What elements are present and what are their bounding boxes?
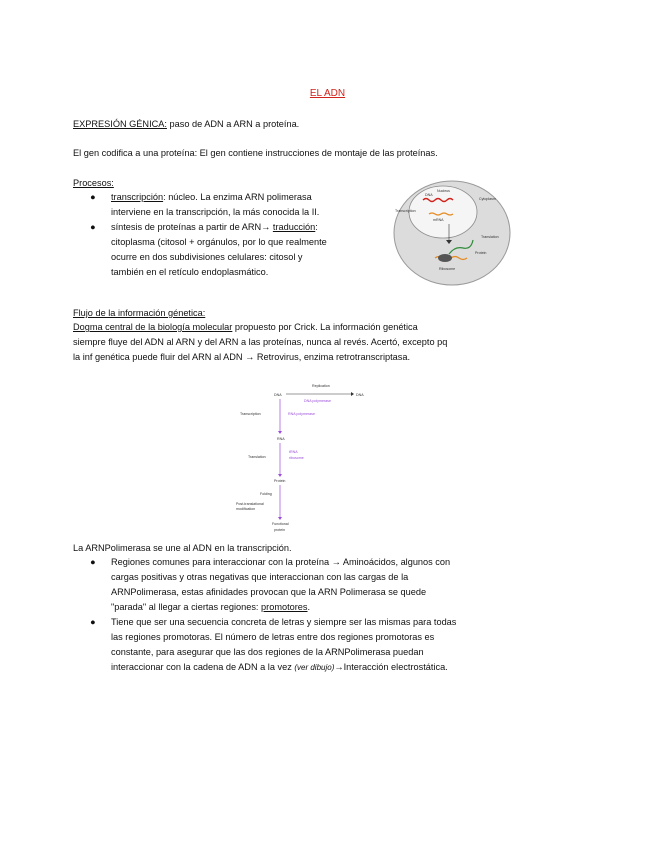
sintesis-text-4: también en el retículo endoplasmático. [111,267,269,277]
sintesis-text-3: ocurre en dos subdivisiones celulares: citosol y [111,252,303,262]
bullet: ● [90,222,96,232]
list-item [77,615,525,675]
list-item [77,190,369,220]
ribosome-label: Ribosome [439,267,456,271]
arnpol-b2-line1: Tiene que ser una secuencia concreta de letras y siempre ser las mismas para todas [111,617,457,627]
arnpol-b2-line4: interaccionar con la cadena de ADN a la vez [111,662,295,672]
list-item [77,220,369,280]
flujo-text-3: la inf genética puede fluir del ARN al ADN → Retrovirus, enzima retrotranscriptasa. [73,352,411,362]
flujo-paragraph [73,320,525,365]
flujo-text-1: propuesto por Crick. La información genética [232,322,418,332]
sintesis-colon: : [315,222,318,232]
cell-diagram-image [393,180,511,286]
transcripcion-text-2: interviene en la transcripción, la más conocida la II. [111,207,320,217]
modification-label: modification [236,507,256,511]
traduccion-term: traducción [272,222,316,232]
sintesis-text: síntesis de proteínas a partir de ARN→ [111,222,273,232]
nucleus-shape [409,186,477,238]
arnpol-list [77,555,525,675]
dogma-term: Dogma central de la biología molecular [73,322,233,332]
expresion-genica-text: paso de ADN a ARN a proteína. [166,119,300,129]
ribosome-shape [438,254,452,262]
list-item [77,555,525,615]
procesos-heading: Procesos: [73,178,114,188]
promotores-term: promotores [261,602,308,612]
bullet: ● [90,557,96,567]
expresion-genica-line [73,117,299,132]
post-translational-label: Post-translational [236,502,264,506]
cytoplasm-label: Cytoplasm [479,197,496,201]
dna-polymerase-label: DNA polymerase [304,399,331,403]
folding-arrow-head [278,517,282,520]
dna-node-right: DNA [356,393,364,397]
gen-codifica-line: El gen codifica a una proteína: El gen contiene instrucciones de montaje de las proteínas. [73,148,438,158]
functional-label: Functional [272,522,289,526]
arnpol-b1-line4: "parada" al llegar a ciertas regiones: [111,602,262,612]
flujo-text-2: siempre fluye del ADN al ARN y del ARN a las proteínas, nunca al revés. Acertó, excepto pq [73,337,448,347]
translation-label: Translation [481,235,499,239]
arnpol-intro: La ARNPolimerasa se une al ADN en la transcripción. [73,543,292,553]
folding-label: Folding [260,492,272,496]
arnpol-b1-line1: Regiones comunes para interaccionar con la proteína → Aminoácidos, algunos con [111,557,451,567]
arnpol-b1-period: . [307,602,311,612]
ver-dibujo-note: (ver dibujo) [294,663,335,672]
transcripcion-term: transcripción [111,192,164,202]
arnpol-b2-line2: las regiones promotoras. El número de letras entre dos regiones promotoras es [111,632,435,642]
nucleus-label: Nucleus [437,189,450,193]
transcription-arrow-head [278,431,282,434]
transcripcion-text: : núcleo. La enzima ARN polimerasa [163,192,312,202]
rna-polymerase-label: RNA polymerase [288,412,315,416]
replication-arrow-head [351,392,354,396]
sintesis-text-2: citoplasma (citosol + orgánulos, por lo que realmente [111,237,327,247]
procesos-list [77,190,369,280]
protein-node: Protein [274,479,286,483]
functional-protein-label: protein [274,528,285,532]
dna-label: DNA [425,193,433,197]
flujo-heading: Flujo de la información génetica: [73,308,206,318]
replication-label: Replication [312,384,330,388]
mrna-label: mRNA [433,218,444,222]
bullet: ● [90,192,96,202]
expresion-genica-label: EXPRESIÓN GÉNICA: [73,119,167,129]
protein-label: Protein [475,251,487,255]
arnpol-b1-line2: cargas positivas y otras negativas que interaccionan con las cargas de la [111,572,409,582]
central-dogma-diagram [232,380,402,538]
trna-label: tRNA [289,450,298,454]
transcription-label: Transcription [240,412,261,416]
transcription-label: Transcription [395,209,416,213]
arnpol-b2-end: →Interacción electrostática. [334,662,448,672]
rna-node: RNA [277,437,285,441]
bullet: ● [90,617,96,627]
dna-node-left: DNA [274,393,282,397]
arnpol-b2-line3: constante, para asegurar que las dos regiones de la ARNPolimerasa puedan [111,647,424,657]
translation-label: Translation [248,455,266,459]
page-title: EL ADN [309,88,346,99]
ribosome-label: ribosome [289,456,304,460]
translation-arrow-head [278,474,282,477]
arnpol-b1-line3: ARNPolimerasa, estas afinidades provocan que la ARN Polimerasa se quede [111,587,427,597]
